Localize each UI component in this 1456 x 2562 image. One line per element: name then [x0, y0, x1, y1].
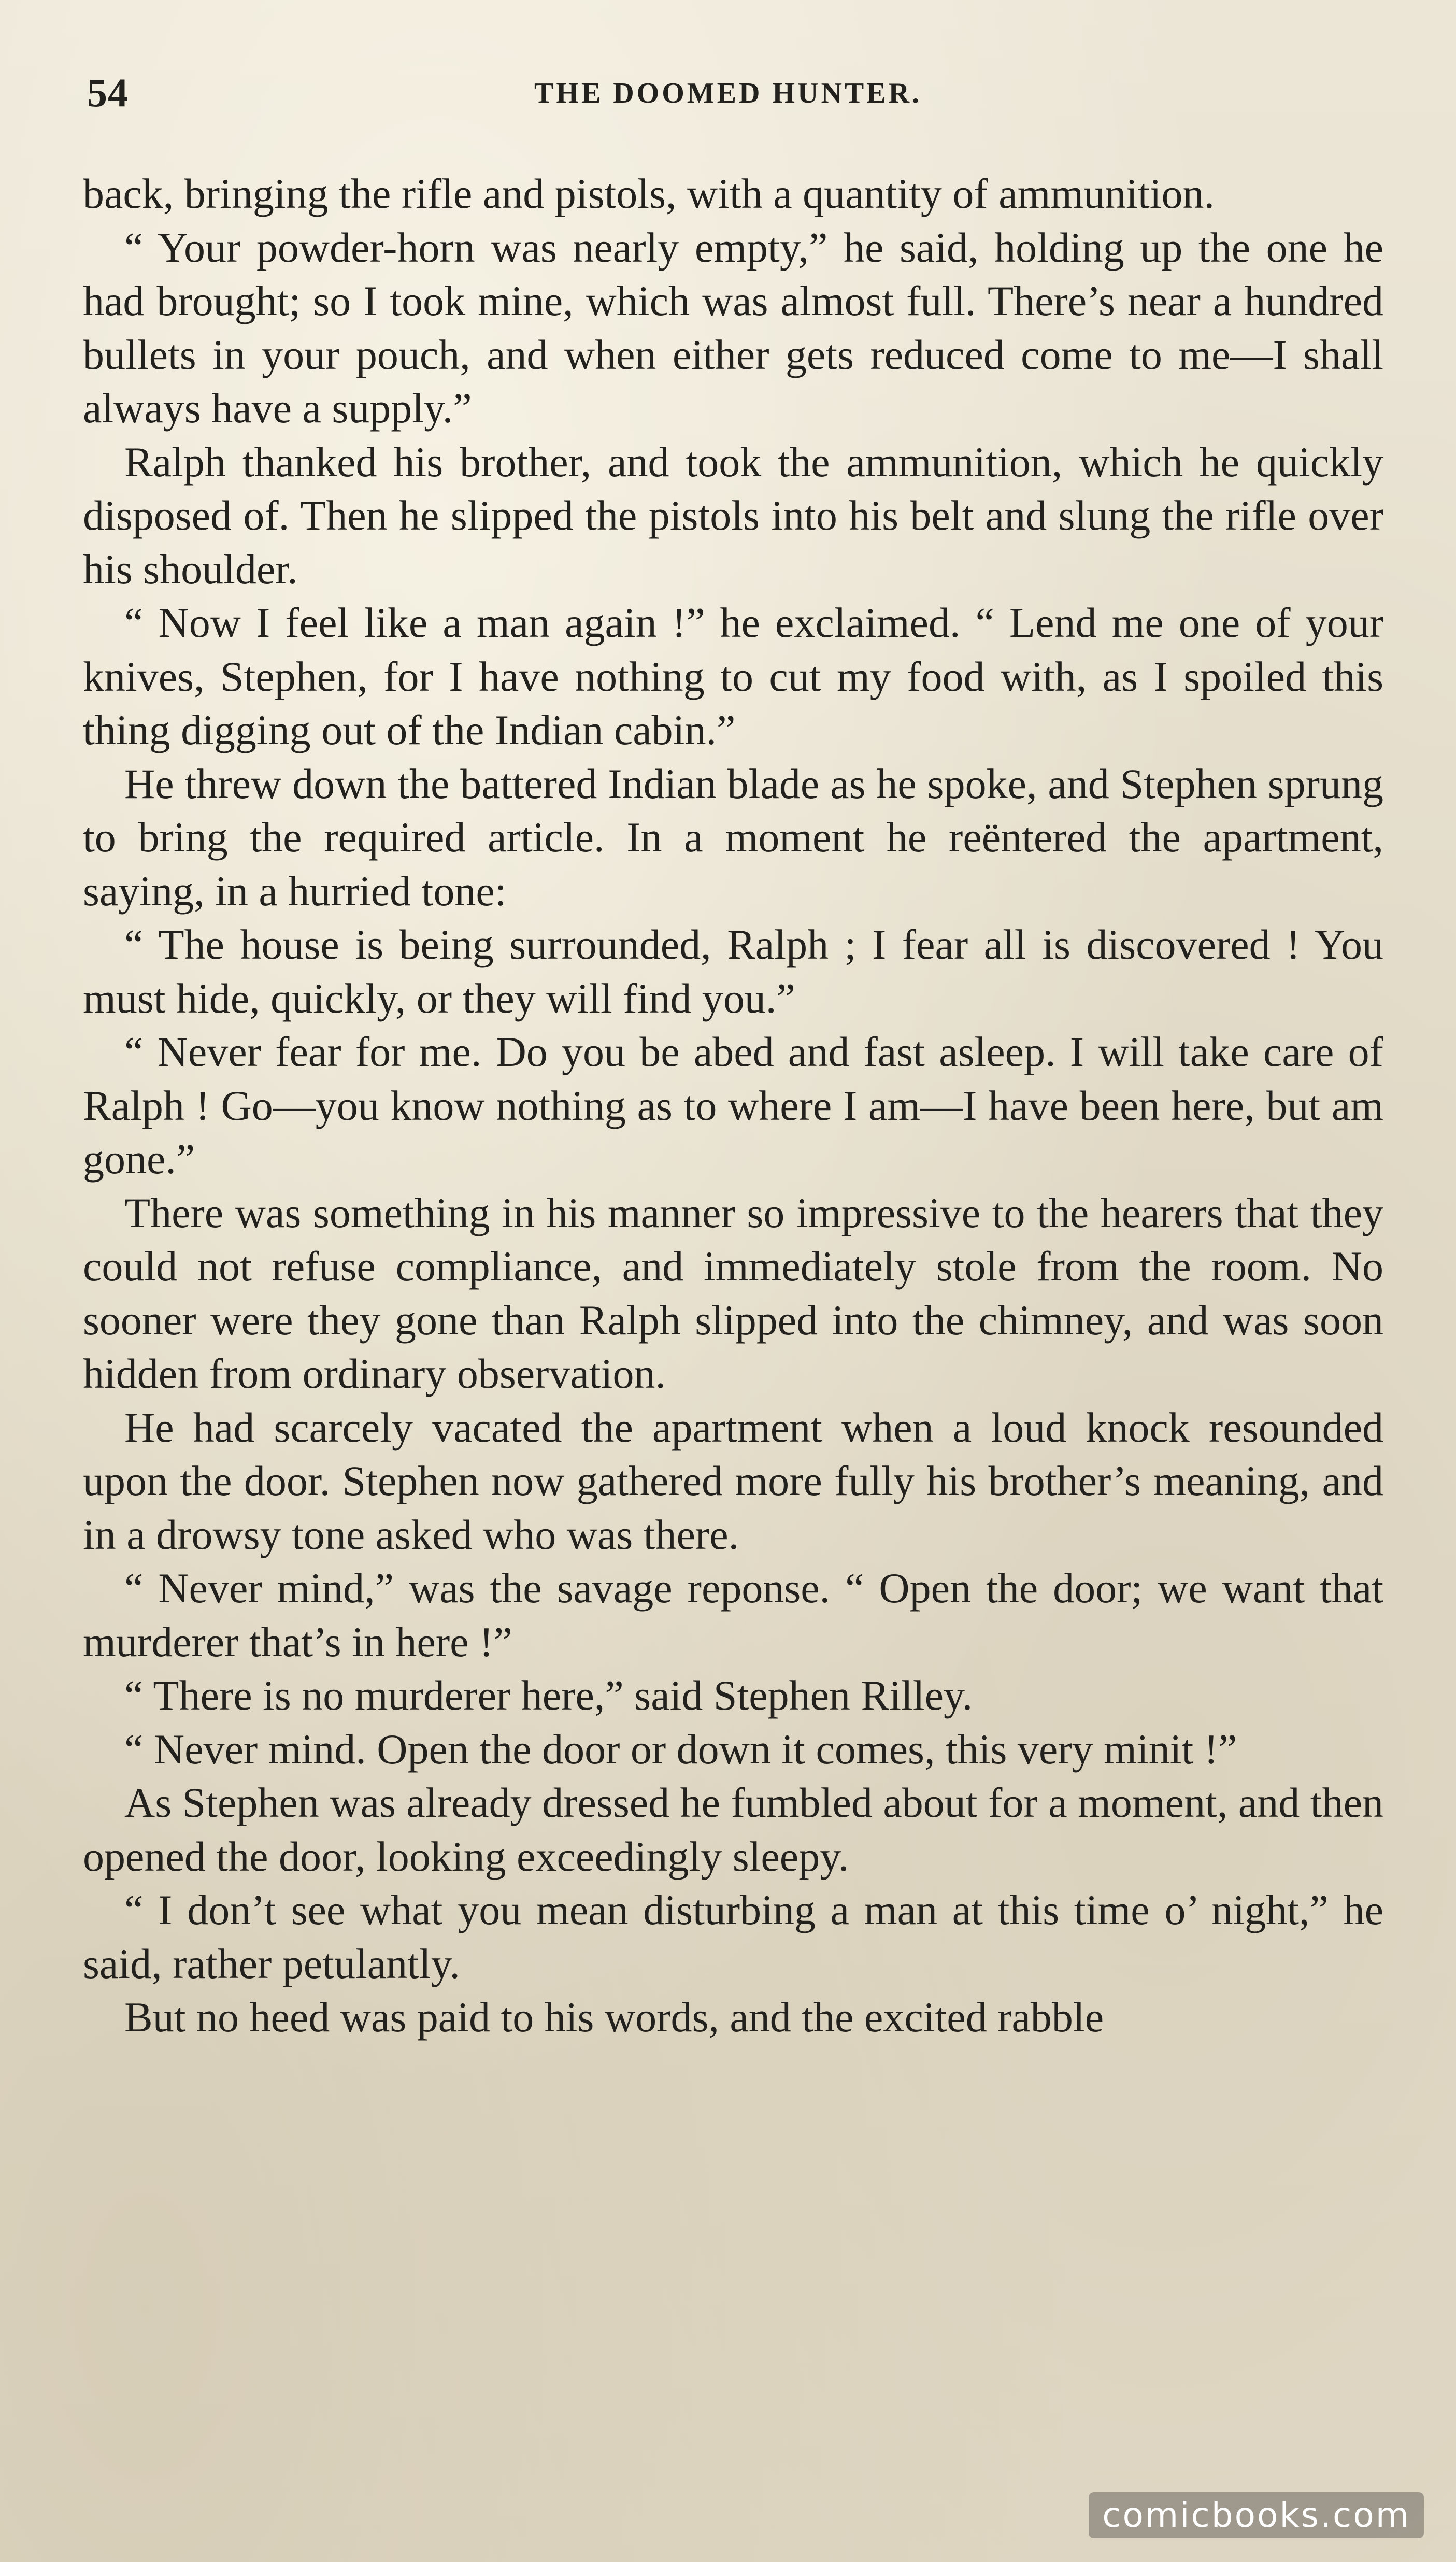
paragraph: “ The house is being surrounded, Ralph ; I fear all is discovered ! You must hide, quickly, or they will find you.” [83, 921, 1383, 1022]
paragraph: “ Never mind,” was the savage reponse. “ Open the door; we want that murderer that’s in here !” [83, 1564, 1383, 1666]
paragraph: There was something in his manner so impressive to the hearers that they could not refuse compliance, and immediately stole from the room. No sooner were they gone than Ralph slipped into the chimney, and was soon hidden from ordinary observation. [83, 1189, 1383, 1397]
paragraph: “ Never mind. Open the door or down it comes, this very minit !” [124, 1725, 1237, 1773]
paragraph: But no heed was paid to his words, and the excited rabble [124, 1994, 1104, 2041]
paragraph: “ I don’t see what you mean disturbing a man at this time o’ night,” he said, rather petulantly. [83, 1886, 1383, 1987]
page-number: 54 [87, 70, 129, 115]
paragraph: back, bringing the rifle and pistols, with a quantity of ammunition. [83, 170, 1215, 217]
paragraph: He had scarcely vacated the apartment when a loud knock resounded upon the door. Stephen now gathered more fully his brother’s meaning, and in a drowsy tone asked who was there. [83, 1403, 1383, 1558]
paragraph: He threw down the battered Indian blade as he spoke, and Stephen sprung to bring the required article. In a moment he reëntered the apartment, saying, in a hurried tone: [83, 760, 1383, 915]
paragraph: “ Never fear for me. Do you be abed and fast asleep. I will take care of Ralph ! Go—you know nothing as to where I am—I have been here, but am gone.” [83, 1028, 1383, 1183]
paragraph: As Stephen was already dressed he fumbled about for a moment, and then opened the door, looking exceedingly sleepy. [83, 1779, 1383, 1880]
paragraph: “ Your powder-horn was nearly empty,” he said, holding up the one he had brought; so I took mine, which was almost full. There’s near a hundred bullets in your pouch, and when either gets reduced come to me—I shall always have a supply.” [83, 223, 1383, 432]
paragraph: “ Now I feel like a man again !” he exclaimed. “ Lend me one of your knives, Stephen, for I have nothing to cut my food with, as I spoiled this thing digging out of the Indian cabin.” [83, 599, 1383, 753]
running-title: THE DOOMED HUNTER. [534, 77, 922, 109]
paragraph: “ There is no murderer here,” said Stephen Rilley. [124, 1672, 973, 1719]
body-text [83, 167, 1383, 2044]
watermark: comicbooks.com [1089, 2492, 1424, 2538]
paragraph: Ralph thanked his brother, and took the ammunition, which he quickly disposed of. Then he slipped the pistols into his belt and slung the rifle over his shoulder. [83, 438, 1383, 593]
